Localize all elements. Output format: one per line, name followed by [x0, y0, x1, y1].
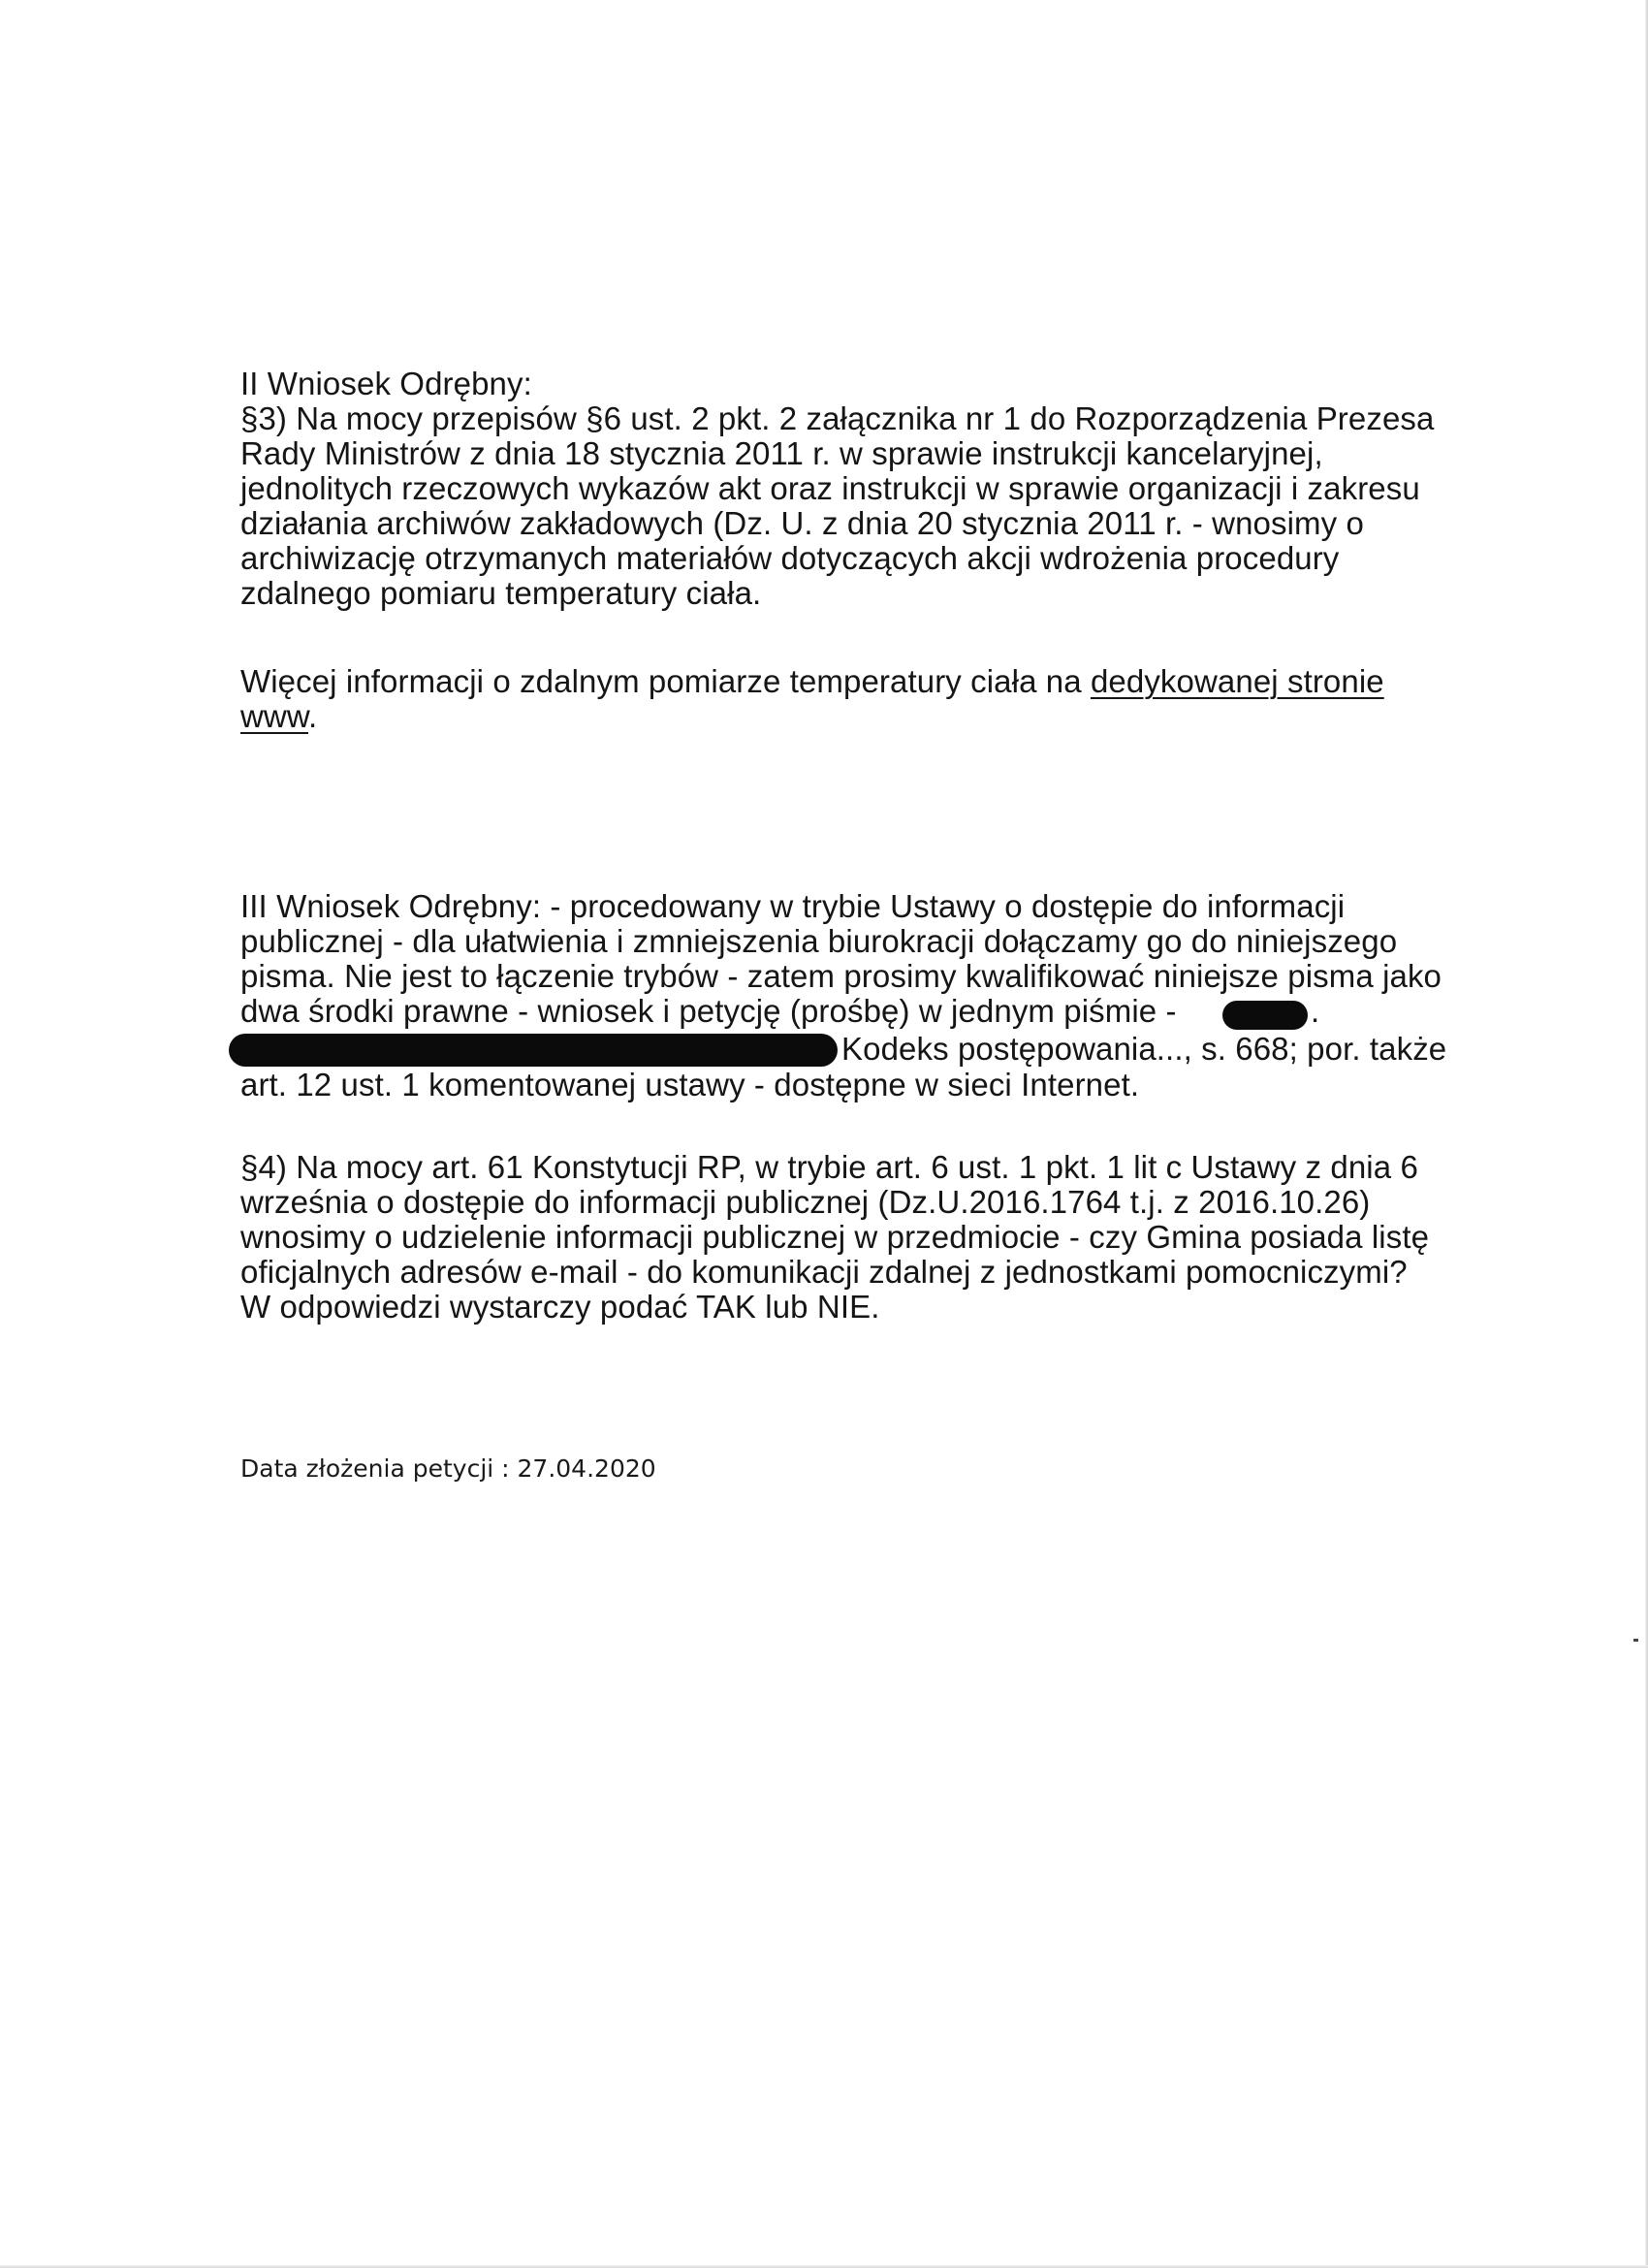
submission-date: Data złożenia petycji : 27.04.2020 [240, 1454, 656, 1483]
section-4-line: wnosimy o udzielenie informacji publicznej w przedmiocie - czy Gmina posiada listę [240, 1219, 1430, 1255]
section-4-line: września o dostępie do informacji publicznej (Dz.U.2016.1764 t.j. z 2016.10.26) [240, 1184, 1371, 1220]
section-ii-line: Rady Ministrów z dnia 18 stycznia 2011 r. w sprawie instrukcji kancelaryjnej, [240, 435, 1323, 471]
section-ii-line: jednolitych rzeczowych wykazów akt oraz instrukcji w sprawie organizacji i zakresu [240, 470, 1420, 506]
section-4-line: W odpowiedzi wystarczy podać TAK lub NIE. [240, 1289, 880, 1325]
section-iii-line: publicznej - dla ułatwienia i zmniejszenia biurokracji dołączamy go do niniejszego [240, 923, 1398, 959]
section-4-line: §4) Na mocy art. 61 Konstytucji RP, w trybie art. 6 ust. 1 pkt. 1 lit c Ustawy z dnia 6 [240, 1149, 1418, 1185]
section-ii-line: §3) Na mocy przepisów §6 ust. 2 pkt. 2 załącznika nr 1 do Rozporządzenia Prezesa [240, 400, 1435, 436]
info-text: Więcej informacji o zdalnym pomiarze temperatury ciała na [240, 663, 1091, 699]
section-iii-line: pisma. Nie jest to łączenie trybów - zatem prosimy kwalifikować niniejsze pisma jako [240, 958, 1442, 994]
redaction-mark [1222, 1001, 1308, 1030]
section-iii-line: Kodeks postępowania..., s. 668; por. także [841, 1031, 1447, 1067]
scan-mark [1633, 1639, 1638, 1642]
info-paragraph-cont [240, 698, 317, 735]
section-ii-line: archiwizację otrzymanych materiałów dotyczących akcji wdrożenia procedury [240, 540, 1340, 576]
section-4-line: oficjalnych adresów e-mail - do komunikacji zdalnej z jednostkami pomocniczymi? [240, 1254, 1408, 1290]
section-ii-line: zdalnego pomiaru temperatury ciała. [240, 575, 762, 611]
info-end: . [307, 698, 318, 734]
www-link[interactable]: www [240, 698, 308, 734]
section-iii-line: dwa środki prawne - wniosek i petycję (prośbę) w jednym piśmie - [240, 993, 1177, 1029]
section-iii-line-end: . [1311, 993, 1320, 1029]
section-iii-line: art. 12 ust. 1 komentowanej ustawy - dostępne w sieci Internet. [240, 1067, 1140, 1102]
section-ii-line: działania archiwów zakładowych (Dz. U. z dnia 20 stycznia 2011 r. - wnosimy o [240, 505, 1364, 541]
info-paragraph [240, 663, 1384, 700]
redaction-mark [229, 1034, 838, 1067]
section-ii-heading: II Wniosek Odrębny: [240, 366, 532, 401]
section-iii-line: III Wniosek Odrębny: - procedowany w trybie Ustawy o dostępie do informacji [240, 888, 1346, 924]
dedicated-page-link[interactable]: dedykowanej stronie [1090, 663, 1384, 699]
